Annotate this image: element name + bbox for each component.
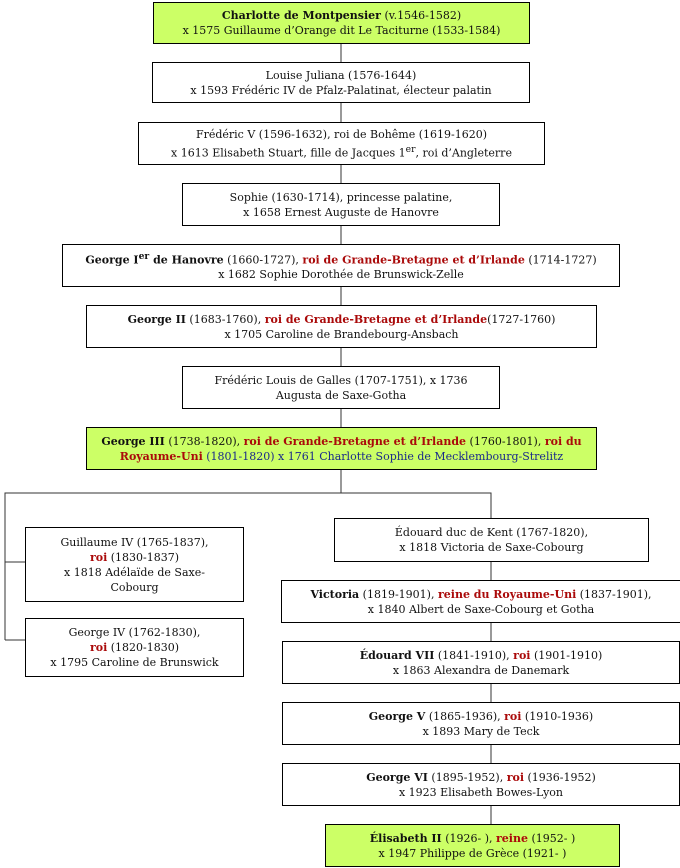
royal-title-2-end: Royaume-Uni [119, 449, 203, 463]
person-elisabeth-ii [325, 824, 620, 867]
person-name-end: de Hanovre [149, 253, 224, 267]
person-line: Louise Juliana (1576-1644) [265, 68, 417, 82]
person-george-vi [282, 763, 680, 806]
person-frederic-v [138, 122, 545, 165]
reign-dates: (1901-1910) [530, 648, 603, 662]
person-edouard-vii [282, 641, 680, 684]
royal-title-2: roi du [544, 434, 582, 448]
person-frederic-louis [182, 366, 500, 409]
royal-title: roi de Grande-Bretagne et d’Irlande [243, 434, 467, 448]
spouse-line: x 1705 Caroline de Brandebourg-Ansbach [224, 327, 459, 341]
ordinal-suffix: er [405, 143, 416, 155]
person-name: Édouard VII [359, 648, 435, 662]
person-dates: (1865-1936), [425, 709, 505, 723]
spouse-line-end: Cobourg [110, 580, 159, 594]
person-dates: (1683-1760), [185, 312, 265, 326]
person-edouard-duc-de-kent [334, 518, 649, 562]
person-name: George I [85, 253, 139, 267]
person-guillaume-iv [25, 527, 244, 602]
person-dates: (1926- ), [441, 831, 496, 845]
person-line: Guillaume IV (1765-1837), [60, 535, 209, 549]
reign-dates: (1837-1901), [576, 587, 652, 601]
spouse-line: x 1840 Albert de Saxe-Cobourg et Gotha [367, 602, 595, 616]
reign-dates: (1830-1837) [107, 550, 180, 564]
person-name: George VI [366, 770, 428, 784]
person-dates: (v.1546-1582) [380, 9, 462, 22]
spouse-line: x 1818 Adélaïde de Saxe- [64, 565, 205, 579]
person-victoria [281, 580, 680, 623]
royal-title: reine [495, 831, 528, 845]
person-dates: (1895-1952), [427, 770, 507, 784]
person-name: Charlotte de Montpensier [221, 9, 381, 22]
person-george-iii [86, 427, 597, 470]
spouse-line: x 1575 Guillaume d’Orange dit Le Taciturne (1533-1584) [182, 24, 501, 37]
reign-dates: (1952- ) [527, 831, 576, 845]
person-dates: (1841-1910), [434, 648, 514, 662]
spouse-line: x 1818 Victoria de Saxe-Cobourg [399, 541, 584, 554]
person-name: Élisabeth II [369, 831, 442, 845]
person-line: Frédéric Louis de Galles (1707-1751), x 1736 [214, 373, 468, 387]
royal-title: roi [89, 550, 108, 564]
reign-and-spouse: (1801-1820) x 1761 Charlotte Sophie de Mecklembourg-Strelitz [202, 449, 564, 463]
person-name: George II [127, 312, 186, 326]
person-name: George III [101, 434, 165, 448]
reign-dates: (1727-1760) [487, 312, 556, 326]
person-name: George V [368, 709, 426, 723]
spouse-line: x 1923 Elisabeth Bowes-Lyon [398, 785, 564, 799]
spouse-line: x 1682 Sophie Dorothée de Brunswick-Zelle [218, 268, 464, 282]
spouse-line: x 1893 Mary de Teck [422, 724, 540, 738]
person-line: Sophie (1630-1714), princesse palatine, [229, 190, 453, 204]
reign-dates: (1910-1936) [521, 709, 594, 723]
reign-dates: (1714-1727) [524, 253, 597, 267]
person-george-i [62, 244, 620, 287]
royal-title: roi [89, 641, 108, 654]
royal-title: roi de Grande-Bretagne et d’Irlande [302, 253, 525, 267]
royal-title: reine du Royaume-Uni [437, 587, 577, 601]
spouse-line: x 1947 Philippe de Grèce (1921- ) [378, 846, 567, 860]
reign-dates: (1936-1952) [524, 770, 596, 784]
person-line: Édouard duc de Kent (1767-1820), [394, 526, 589, 539]
spouse-line: x 1613 Elisabeth Stuart, fille de Jacques 1 [171, 146, 406, 160]
reign-dates: (1760-1801), [466, 434, 545, 448]
person-sophie [182, 183, 500, 226]
person-charlotte-de-montpensier [153, 2, 530, 44]
person-dates: (1738-1820), [164, 434, 244, 448]
ordinal-suffix: er [138, 250, 150, 262]
spouse-line: x 1593 Frédéric IV de Pfalz-Palatinat, électeur palatin [190, 83, 492, 97]
person-name: Victoria [310, 587, 360, 601]
royal-title: roi [506, 770, 525, 784]
person-george-iv [25, 618, 244, 677]
person-dates: (1660-1727), [223, 253, 303, 267]
spouse-line: x 1863 Alexandra de Danemark [392, 663, 570, 677]
royal-title: roi [513, 648, 531, 662]
spouse-line: Augusta de Saxe-Gotha [275, 388, 407, 402]
royal-title: roi [504, 709, 522, 723]
person-line: George IV (1762-1830), [68, 626, 201, 639]
spouse-line: x 1795 Caroline de Brunswick [50, 656, 219, 669]
person-louise-juliana [152, 62, 530, 103]
spouse-line-end: , roi d’Angleterre [415, 146, 512, 160]
person-george-v [282, 702, 680, 745]
person-line: Frédéric V (1596-1632), roi de Bohême (1619-1620) [195, 127, 488, 141]
person-dates: (1819-1901), [359, 587, 438, 601]
spouse-line: x 1658 Ernest Auguste de Hanovre [243, 205, 439, 219]
royal-title: roi de Grande-Bretagne et d’Irlande [264, 312, 488, 326]
reign-dates: (1820-1830) [107, 641, 180, 654]
person-george-ii [86, 305, 597, 348]
